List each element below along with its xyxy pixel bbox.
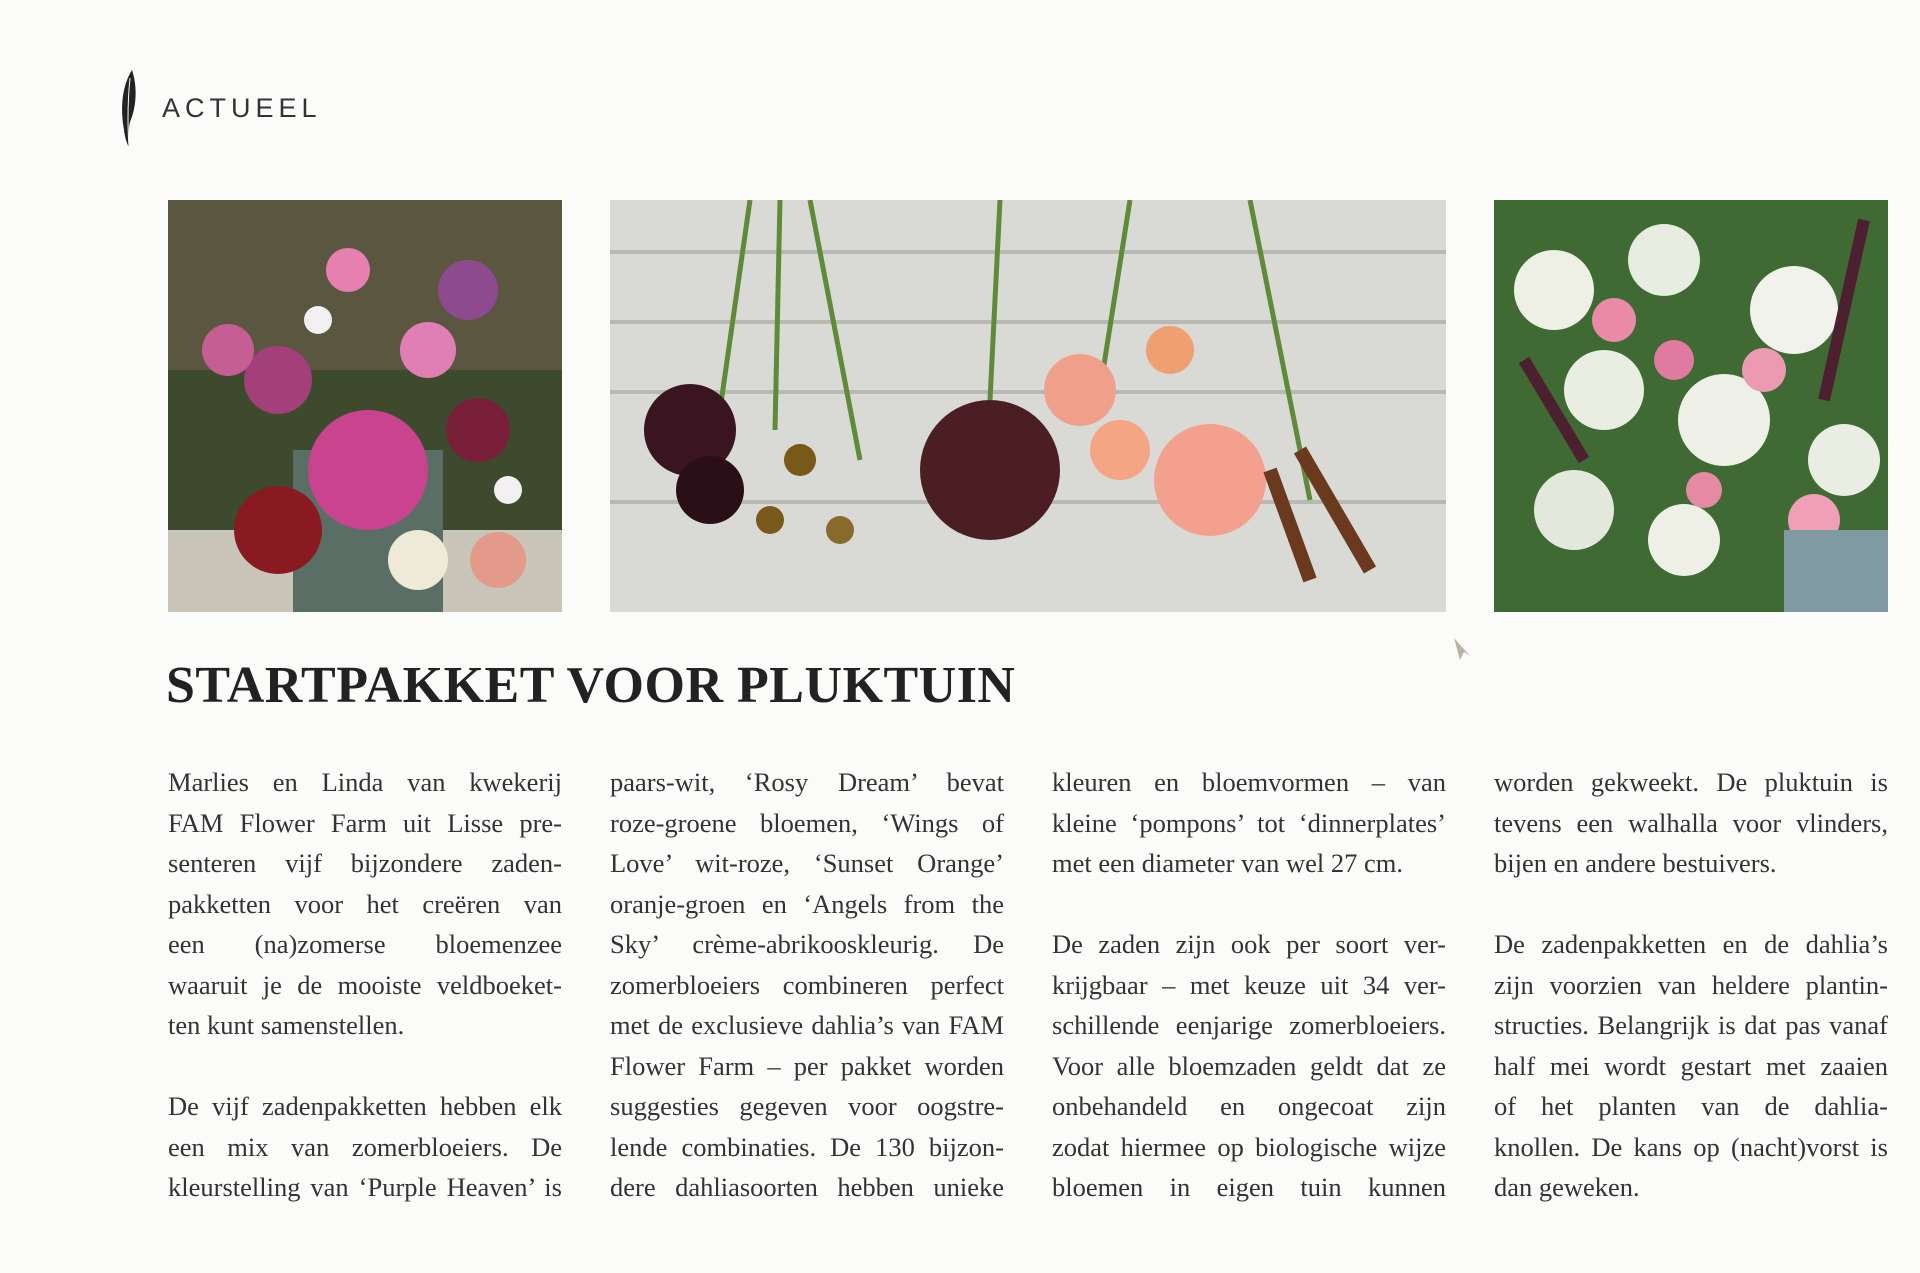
text-line: zomerbloeiers combineren perfect <box>610 969 1004 1000</box>
text-line: bijen en andere bestuivers. <box>1494 848 1777 878</box>
paragraph <box>610 762 1004 1208</box>
text-line: De vijf zadenpakketten hebben elk <box>168 1091 562 1121</box>
text-line: Flower Farm – per pakket worden <box>610 1050 1004 1081</box>
article-headline: STARTPAKKET VOOR PLUKTUIN <box>166 657 1016 714</box>
article-column-3 <box>1052 762 1446 1208</box>
text-line: FAM Flower Farm uit Lisse pre- <box>168 807 562 838</box>
paragraph <box>1052 762 1446 884</box>
dried-flowers-on-wood-photo <box>610 200 1446 612</box>
text-line: half mei wordt gestart met zaaien <box>1494 1050 1888 1081</box>
text-line: met de exclusieve dahlia’s van FAM <box>610 1010 1004 1040</box>
paragraph <box>168 1086 562 1208</box>
text-line: kleine ‘pompons’ tot ‘dinnerplates’ <box>1052 807 1446 838</box>
text-line: dan geweken. <box>1494 1172 1640 1202</box>
text-line: waaruit je de mooiste veldboeket- <box>168 969 562 1000</box>
text-line: of het planten van de dahlia- <box>1494 1091 1888 1121</box>
text-line: kleurstelling van ‘Purple Heaven’ is <box>168 1172 562 1202</box>
text-line: paars-wit, ‘Rosy Dream’ bevat <box>610 767 1004 797</box>
text-line: lende combinaties. De 130 bijzon- <box>610 1131 1004 1162</box>
text-line: tevens een walhalla voor vlinders, <box>1494 807 1888 838</box>
text-line: pakketten voor het creëren van <box>168 888 562 919</box>
section-label: ACTUEEL <box>162 92 322 123</box>
text-line: zijn voorzien van heldere plantin- <box>1494 969 1888 1000</box>
article-column-1 <box>168 762 562 1208</box>
article-column-2 <box>610 762 1004 1208</box>
text-line: oranje-groen en ‘Angels from the <box>610 888 1004 919</box>
text-line: krijgbaar – met keuze uit 34 ver- <box>1052 969 1446 1000</box>
text-line: met een diameter van wel 27 cm. <box>1052 848 1403 878</box>
article-column-4 <box>1494 762 1888 1208</box>
text-line: senteren vijf bijzondere zaden- <box>168 848 562 878</box>
text-line: een (na)zomerse bloemenzee <box>168 929 562 959</box>
text-line: structies. Belangrijk is dat pas vanaf <box>1494 1010 1888 1040</box>
paragraph <box>168 762 562 1046</box>
text-line: Sky’ crème-abrikooskleurig. De <box>610 929 1004 959</box>
text-line: roze-groene bloemen, ‘Wings of <box>610 807 1004 838</box>
text-line: zodat hiermee op biologische wijze <box>1052 1131 1446 1162</box>
text-line: ten kunt samenstellen. <box>168 1010 405 1040</box>
feather-icon <box>118 68 140 148</box>
section-header <box>118 68 322 148</box>
white-pink-bouquet-photo <box>1494 200 1888 612</box>
text-line: De zadenpakketten en de dahlia’s <box>1494 929 1888 959</box>
bouquet-photo <box>168 200 562 612</box>
text-line: worden gekweekt. De pluktuin is <box>1494 767 1888 797</box>
text-line: Marlies en Linda van kwekerij <box>168 767 562 797</box>
text-line: knollen. De kans op (nacht)vorst is <box>1494 1131 1888 1162</box>
text-line: De zaden zijn ook per soort ver- <box>1052 929 1446 959</box>
text-line: Love’ wit-roze, ‘Sunset Orange’ <box>610 848 1004 878</box>
text-line: een mix van zomerbloeiers. De <box>168 1131 562 1162</box>
text-line: kleuren en bloemvormen – van <box>1052 767 1446 797</box>
text-line: bloemen in eigen tuin kunnen <box>1052 1172 1446 1202</box>
paragraph <box>1052 924 1446 1208</box>
text-line: suggesties gegeven voor oogstre- <box>610 1091 1004 1121</box>
pen-mark <box>1450 636 1472 666</box>
text-line: Voor alle bloemzaden geldt dat ze <box>1052 1050 1446 1081</box>
text-line: dere dahliasoorten hebben unieke <box>610 1172 1004 1202</box>
text-line: onbehandeld en ongecoat zijn <box>1052 1091 1446 1121</box>
paragraph <box>1494 762 1888 884</box>
paragraph <box>1494 924 1888 1208</box>
text-line: schillende eenjarige zomerbloeiers. <box>1052 1010 1446 1040</box>
